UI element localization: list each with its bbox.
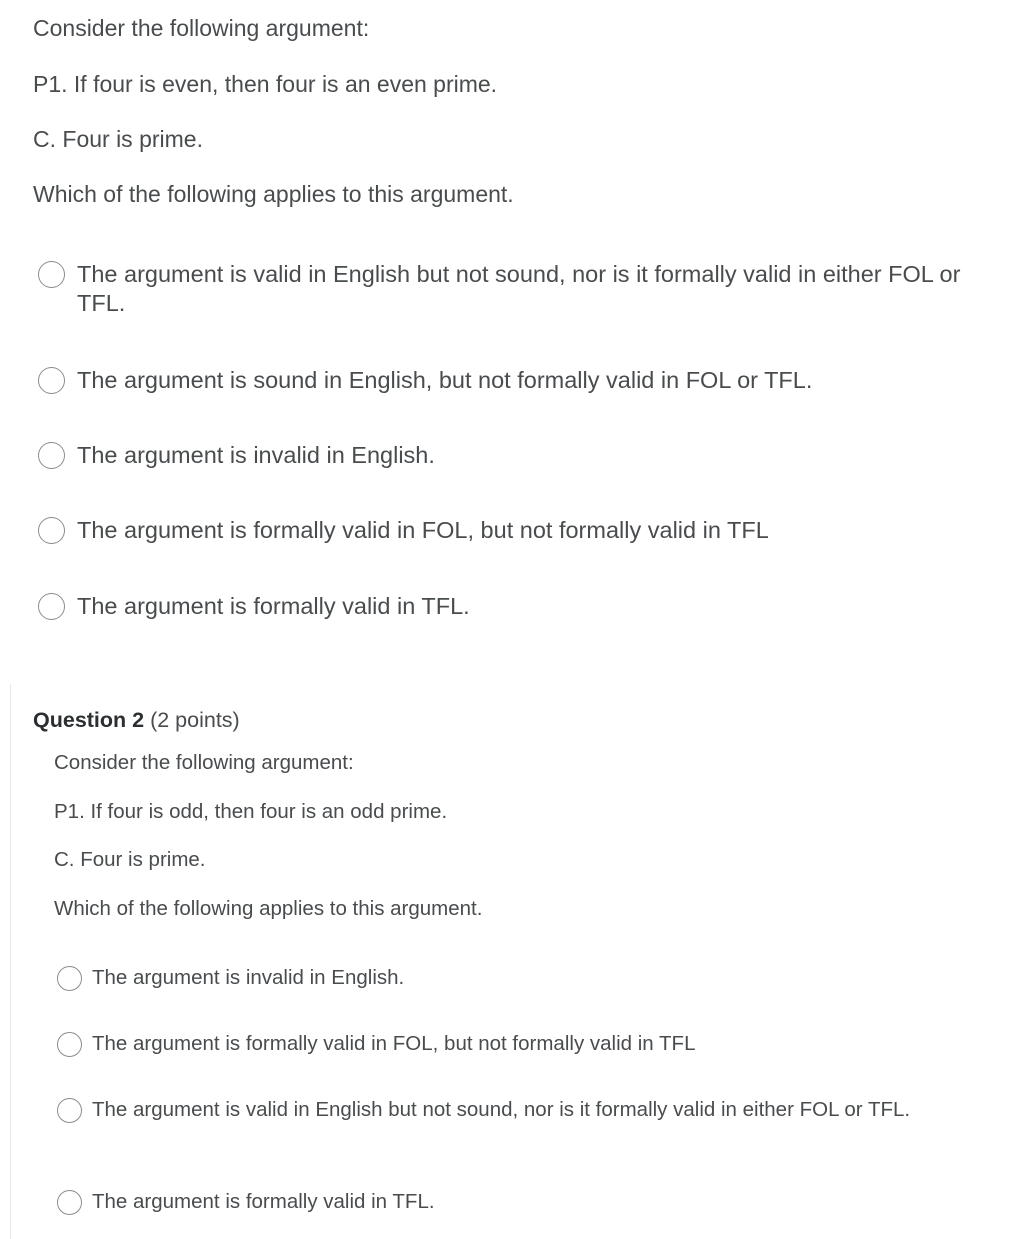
q1-option-1-label: The argument is valid in English but not sound, nor is it formally valid in either FOL or TFL. [77,261,961,316]
q2-option-1[interactable] [57,966,937,991]
q1-option-3-label: The argument is invalid in English. [77,442,435,468]
q2-option-2[interactable] [57,1032,937,1057]
q1-option-4[interactable] [38,517,978,545]
question-number: Question 2 [33,708,145,732]
q1-option-3[interactable] [38,442,978,470]
q2-prompt: Consider the following argument: [54,751,354,774]
q1-option-2[interactable] [38,367,978,395]
q1-instruction: Which of the following applies to this argument. [33,181,514,207]
radio-button[interactable] [57,1190,82,1215]
radio-button[interactable] [38,442,65,469]
q1-prompt: Consider the following argument: [33,15,370,41]
q2-option-1-label: The argument is invalid in English. [92,966,405,989]
q2-conclusion: C. Four is prime. [54,848,206,871]
q2-premise: P1. If four is odd, then four is an odd prime. [54,800,448,823]
q2-option-4-label: The argument is formally valid in TFL. [92,1190,435,1213]
radio-button[interactable] [38,367,65,394]
q2-option-2-label: The argument is formally valid in FOL, but not formally valid in TFL [92,1032,696,1055]
q1-option-5[interactable] [38,593,978,621]
q1-premise: P1. If four is even, then four is an even prime. [33,71,498,97]
question-2-header [33,706,240,734]
q2-option-3[interactable] [57,1098,937,1123]
radio-button[interactable] [57,1098,82,1123]
radio-button[interactable] [38,593,65,620]
q1-option-1[interactable] [38,261,978,318]
radio-button[interactable] [38,261,65,288]
q1-option-5-label: The argument is formally valid in TFL. [77,593,470,619]
question-points: (2 points) [150,708,240,732]
radio-button[interactable] [57,966,82,991]
q1-option-2-label: The argument is sound in English, but not formally valid in FOL or TFL. [77,367,813,393]
q1-conclusion: C. Four is prime. [33,126,203,152]
q2-option-4[interactable] [57,1190,937,1215]
q1-option-4-label: The argument is formally valid in FOL, but not formally valid in TFL [77,517,769,543]
q2-instruction: Which of the following applies to this argument. [54,897,483,920]
radio-button[interactable] [57,1032,82,1057]
radio-button[interactable] [38,517,65,544]
q2-option-3-label: The argument is valid in English but not sound, nor is it formally valid in either FOL or TFL. [92,1098,911,1121]
